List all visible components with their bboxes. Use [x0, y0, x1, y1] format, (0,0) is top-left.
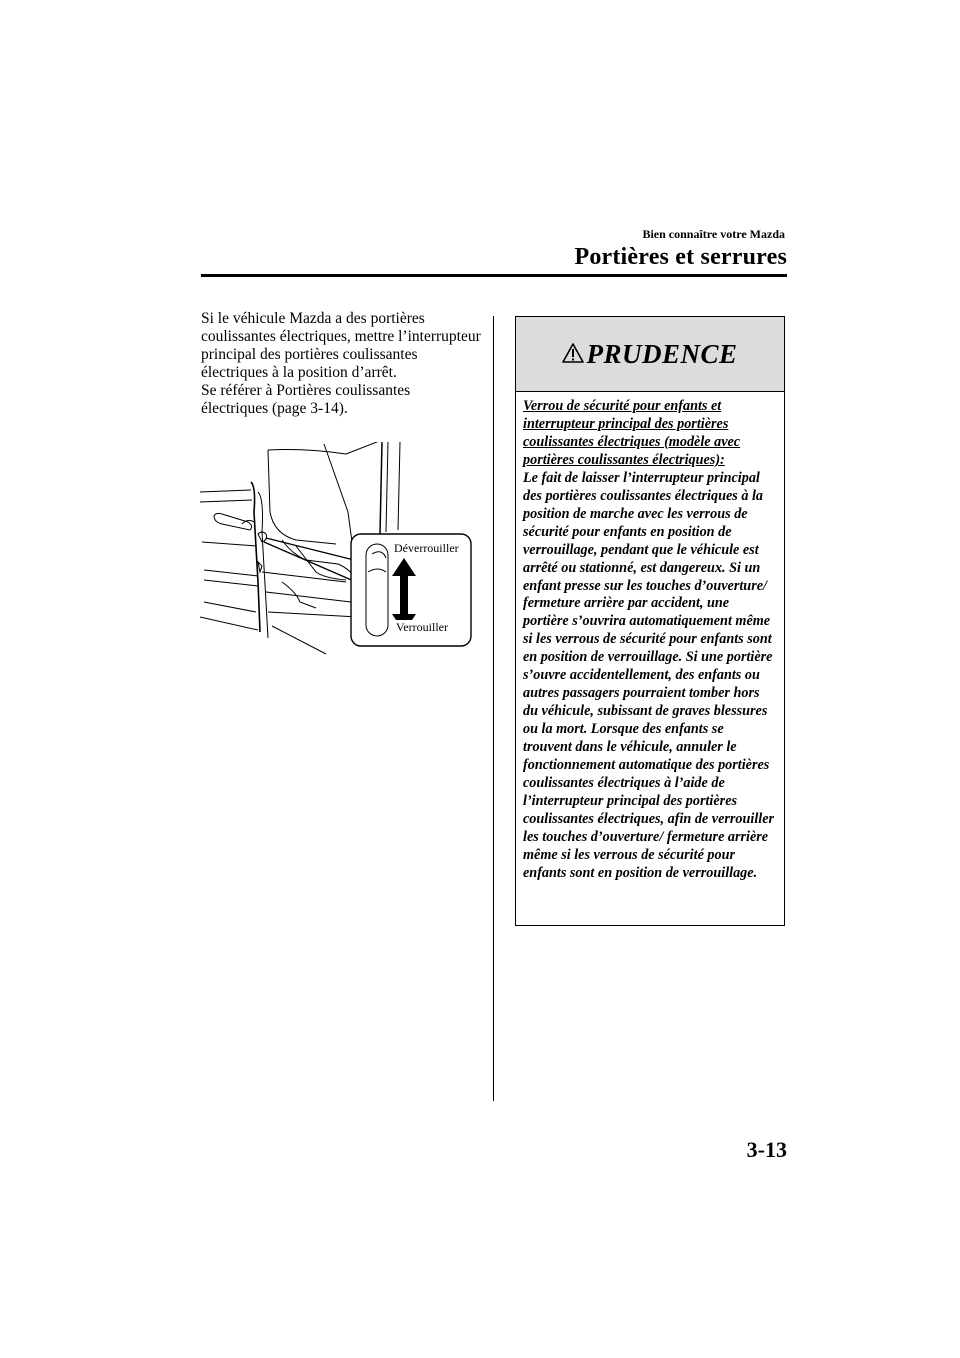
column-divider [493, 316, 494, 1101]
caution-box [515, 316, 785, 926]
caution-header [516, 317, 784, 392]
body-paragraph-2: Se référer à Portières coulissantes électriques (page 3-14). [201, 382, 411, 417]
section-kicker: Bien connaître votre Mazda [642, 227, 785, 241]
unlock-label: Déverrouiller [394, 541, 459, 555]
body-paragraph-1: Si le véhicule Mazda a des portières coulissantes électriques, mettre l’interrupteur principal des portières coulissantes électriques à la position d’arrêt. [201, 310, 481, 381]
caution-body [516, 392, 784, 883]
warning-triangle-icon [562, 343, 584, 363]
body-text [201, 310, 481, 418]
caution-text: Le fait de laisser l’interrupteur principal des portières coulissantes électriques à la position de marche avec les verrous de sécurité pour enfants en position de verrouillage, pendant que le véhicule est arrêté ou stationné, est dangereux. Si un enfant presse sur les touches d’ouverture/ fermeture arrière par accident, une portière s’ouvrira automatiquement même si les verrous de sécurité pour enfants sont en position de verrouillage. Si une portière s’ouvre accidentellement, des enfants ou autres passagers pourraient tomber hors du véhicule, subissant de graves blessures ou la mort. Lorsque des enfants se trouvent dans le véhicule, annuler le fonctionnement automatique des portières coulissantes électriques à l’aide de l’interrupteur principal des portières coulissantes électriques, afin de verrouiller les touches d’ouverture/ fermeture arrière même si les verrous de sécurité pour enfants sont en position de verrouillage. [523, 469, 775, 881]
page-title: Portières et serrures [574, 244, 787, 270]
caution-title: PRUDENCE [586, 338, 738, 369]
caution-heading: Verrou de sécurité pour enfants et interrupteur principal des portières coulissantes électriques (modèle avec portières coulissantes électriques): [523, 398, 741, 468]
child-lock-illustration [196, 442, 476, 657]
page-number: 3-13 [746, 1137, 787, 1162]
lock-label: Verrouiller [396, 620, 448, 634]
header-rule [201, 274, 787, 277]
